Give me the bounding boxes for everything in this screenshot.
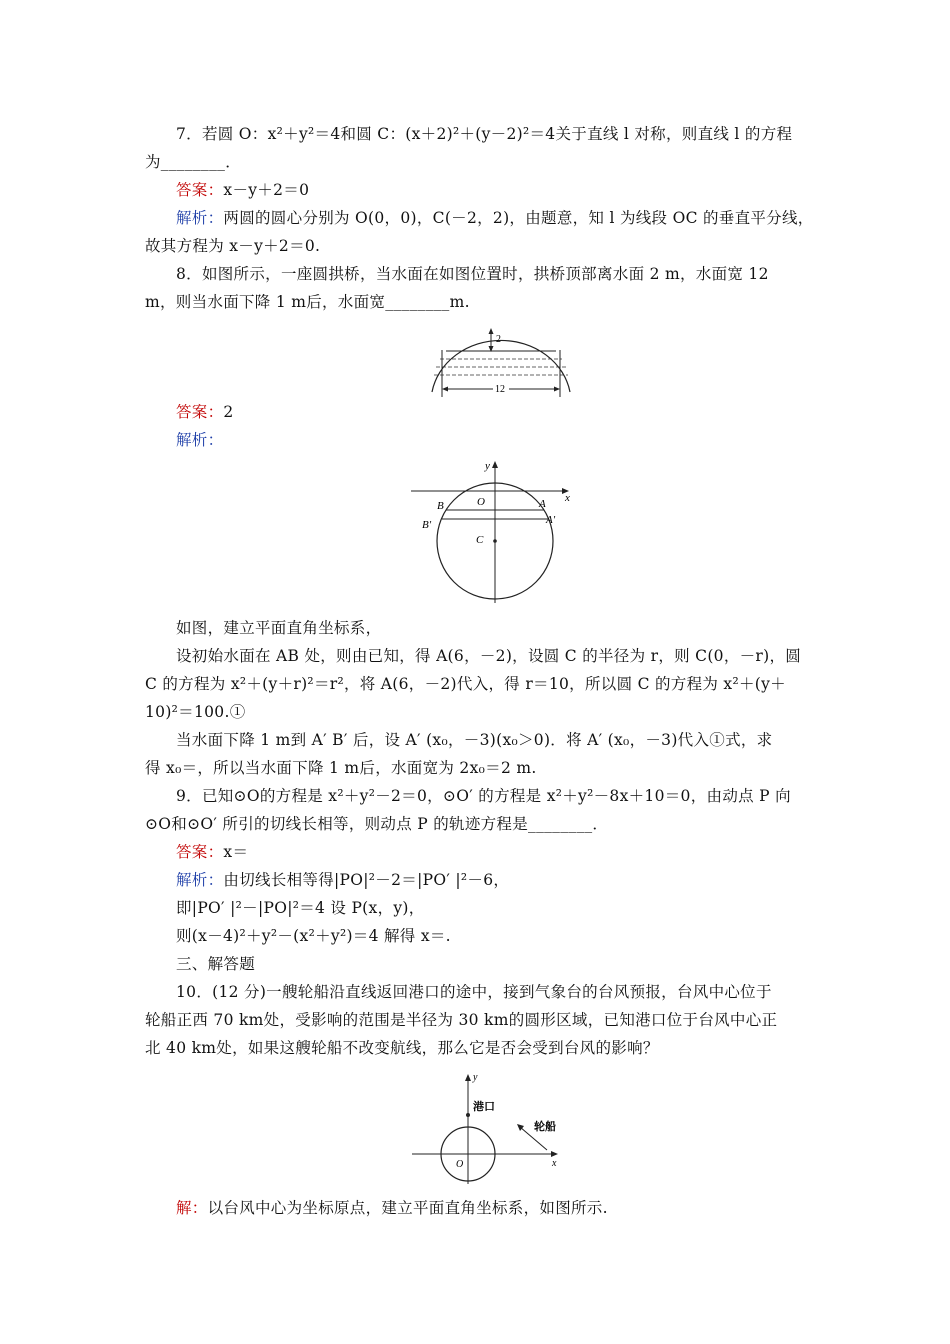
q9-analysis-1 [176,870,509,890]
q9-line-1: 9．已知⊙O的方程是 x²＋y²－2＝0，⊙O′ 的方程是 x²＋y²－8x＋10＝0，由动点 P 向 [176,787,791,805]
q8-solution-2: 设初始水面在 AB 处，则由已知，得 A(6，－2)，设圆 C 的半径为 r，则 C(0，－r)，圆 [176,647,802,665]
analysis-label: 解析： [176,871,224,889]
answer-value: 2 [223,403,234,421]
answer-label: 答案： [176,843,224,861]
solution-text: 以台风中心为坐标原点，建立平面直角坐标系，如图所示. [207,1199,608,1217]
q9-analysis-3: 则(x－4)²＋y²－(x²＋y²)＝4 解得 x＝. [176,927,451,945]
q8-solution-6: 得 x₀＝，所以当水面下降 1 m后，水面宽为 2x₀＝2 m. [145,759,537,777]
arch-bridge-figure [420,322,585,398]
q8-solution-1: 如图，建立平面直角坐标系， [176,619,382,637]
analysis-text: 两圆的圆心分别为 O(0，0)，C(－2，2)，由题意，知 l 为线段 OC 的垂直平分线， [223,209,814,227]
q7-line-2: 为________． [145,153,242,171]
answer-value: x－y＋2＝0 [223,181,310,199]
point-a-label: A [539,498,546,510]
q8-line-2: m，则当水面下降 1 m后，水面宽________m. [145,293,470,311]
coordinate-circle-figure [405,455,580,605]
origin-label: O [477,496,485,508]
q10-line-2: 轮船正西 70 km处，受影响的范围是半径为 30 km的圆形区域，已知港口位于台风中心正 [145,1011,778,1029]
answer-label: 答案： [176,181,224,199]
section-heading: 三、解答题 [176,955,256,973]
q10-solution [176,1198,608,1218]
point-b-prime-label: B′ [422,519,432,531]
x-axis-label: x [565,492,570,504]
port-label: 港口 [473,1101,495,1113]
q9-line-2: ⊙O和⊙O′ 所引的切线长相等，则动点 P 的轨迹方程是________． [145,815,609,833]
answer-label: 答案： [176,403,224,421]
q9-analysis-2: 即|PO′ |²－|PO|²＝4 设 P(x，y)， [176,899,425,917]
analysis-label: 解析： [176,209,224,227]
q7-line-1: 7．若圆 O：x²＋y²＝4和圆 C：(x＋2)²＋(y－2)²＝4关于直线 l 对称，则直线 l 的方程 [176,125,793,143]
y-axis-label: y [473,1072,478,1083]
origin-label: O [456,1159,464,1170]
q8-answer [176,402,234,422]
q8-analysis-label [176,430,223,450]
answer-value: x＝ [223,843,249,861]
analysis-label: 解析： [176,431,224,449]
typhoon-figure [408,1070,568,1188]
q8-line-1: 8．如图所示，一座圆拱桥，当水面在如图位置时，拱桥顶部离水面 2 m，水面宽 12 [176,265,769,283]
q8-solution-5: 当水面下降 1 m到 A′ B′ 后，设 A′ (x₀，－3)(x₀＞0)．将 A′ (x₀，－3)代入①式，求 [176,731,773,749]
width-label: 12 [495,384,505,395]
q9-answer [176,842,248,862]
point-b-label: B [437,500,444,512]
x-axis-label: x [552,1158,557,1169]
q7-analysis-2: 故其方程为 x－y＋2＝0. [145,237,321,255]
q10-line-1: 10．(12 分)一艘轮船沿直线返回港口的途中，接到气象台的台风预报，台风中心位于 [176,983,772,1001]
q7-analysis-1 [176,208,814,228]
q10-line-3: 北 40 km处，如果这艘轮船不改变航线，那么它是否会受到台风的影响？ [145,1039,659,1057]
q8-solution-4: 10)²＝100.① [145,703,246,721]
q7-answer [176,180,309,200]
solution-label: 解： [176,1199,208,1217]
analysis-text: 由切线长相等得|PO|²－2＝|PO′ |²－6， [223,871,510,889]
center-c-label: C [476,534,484,546]
height-label: 2 [496,334,501,345]
ship-label: 轮船 [534,1121,556,1133]
y-axis-label: y [485,460,490,472]
point-a-prime-label: A′ [546,514,556,526]
q8-solution-3: C 的方程为 x²＋(y＋r)²＝r²，将 A(6，－2)代入，得 r＝10，所以圆 C 的方程为 x²＋(y＋ [145,675,786,693]
